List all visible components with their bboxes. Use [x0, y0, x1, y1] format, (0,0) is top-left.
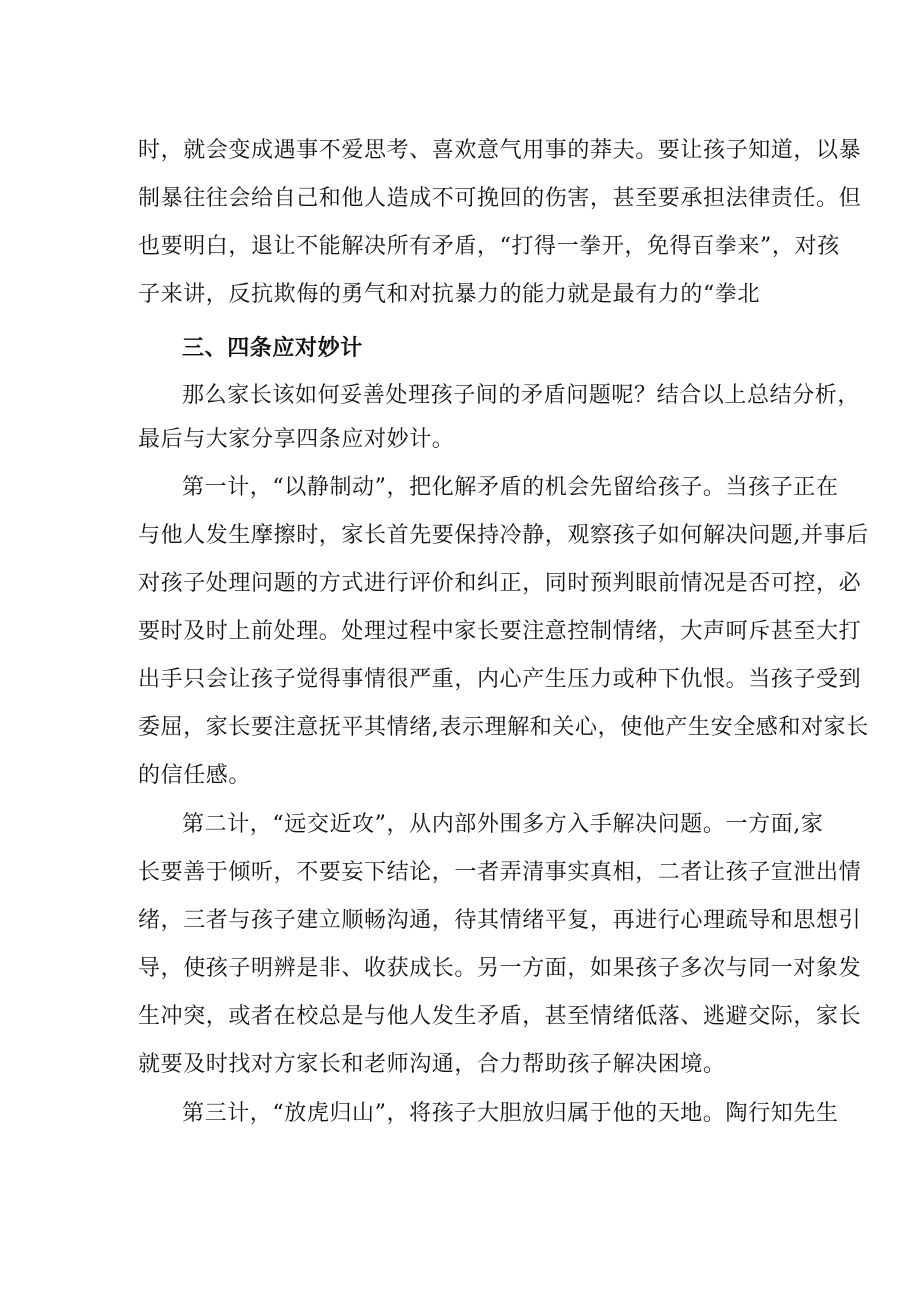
- paragraph-line: 要时及时上前处理。处理过程中家长要注意控制情绪，大声呵斥甚至大打: [138, 619, 862, 644]
- paragraph-line: 时，就会变成遇事不爱思考、喜欢意气用事的莽夫。要让孩子知道，以暴: [138, 138, 862, 163]
- paragraph-line: 长要善于倾听，不要妄下结论，一者弄清事实真相，二者让孩子宣泄出情: [138, 860, 862, 885]
- paragraph-line: 也要明白，退让不能解决所有矛盾，“打得一拳开，免得百拳来”，对孩: [138, 234, 840, 259]
- paragraph-line: 就要及时找对方家长和老师沟通，合力帮助孩子解决困境。: [138, 1052, 726, 1077]
- paragraph-line: 那么家长该如何妥善处理孩子间的矛盾问题呢？结合以上总结分析，: [182, 383, 861, 408]
- paragraph-line: 对孩子处理问题的方式进行评价和纠正，同时预判眼前情况是否可控，必: [138, 571, 862, 596]
- paragraph-line: 子来讲，反抗欺侮的勇气和对抗暴力的能力就是最有力的“拳北: [138, 282, 761, 307]
- paragraph-line: 绪，三者与孩子建立顺畅沟通，待其情绪平复，再进行心理疏导和思想引: [138, 908, 862, 933]
- paragraph-line: 第二计，“远交近攻”，从内部外围多方入手解决问题。一方面,家: [182, 812, 824, 837]
- paragraph-line: 与他人发生摩擦时，家长首先要保持冷静，观察孩子如何解决问题,并事后: [138, 523, 869, 548]
- paragraph-line: 的信任感。: [138, 763, 252, 788]
- paragraph-line: 最后与大家分享四条应对妙计。: [138, 427, 455, 452]
- paragraph-line: 委屈，家长要注意抚平其情绪,表示理解和关心，使他产生安全感和对家长: [138, 715, 869, 740]
- paragraph-line: 第三计，“放虎归山”，将孩子大胆放归属于他的天地。陶行知先生: [182, 1101, 839, 1126]
- paragraph-line: 制暴往往会给自己和他人造成不可挽回的伤害，甚至要承担法律责任。但: [138, 186, 862, 211]
- paragraph-line: 出手只会让孩子觉得事情很严重，内心产生压力或种下仇恨。当孩子受到: [138, 667, 862, 692]
- paragraph-line: 导，使孩子明辨是非、收获成长。另一方面，如果孩子多次与同一对象发: [138, 956, 862, 981]
- paragraph-line: 生冲突，或者在校总是与他人发生矛盾，甚至情绪低落、逃避交际，家长: [138, 1004, 862, 1029]
- section-heading: 三、四条应对妙计: [182, 335, 363, 361]
- paragraph-line: 第一计，“以静制动”，把化解矛盾的机会先留给孩子。当孩子正在: [182, 475, 839, 500]
